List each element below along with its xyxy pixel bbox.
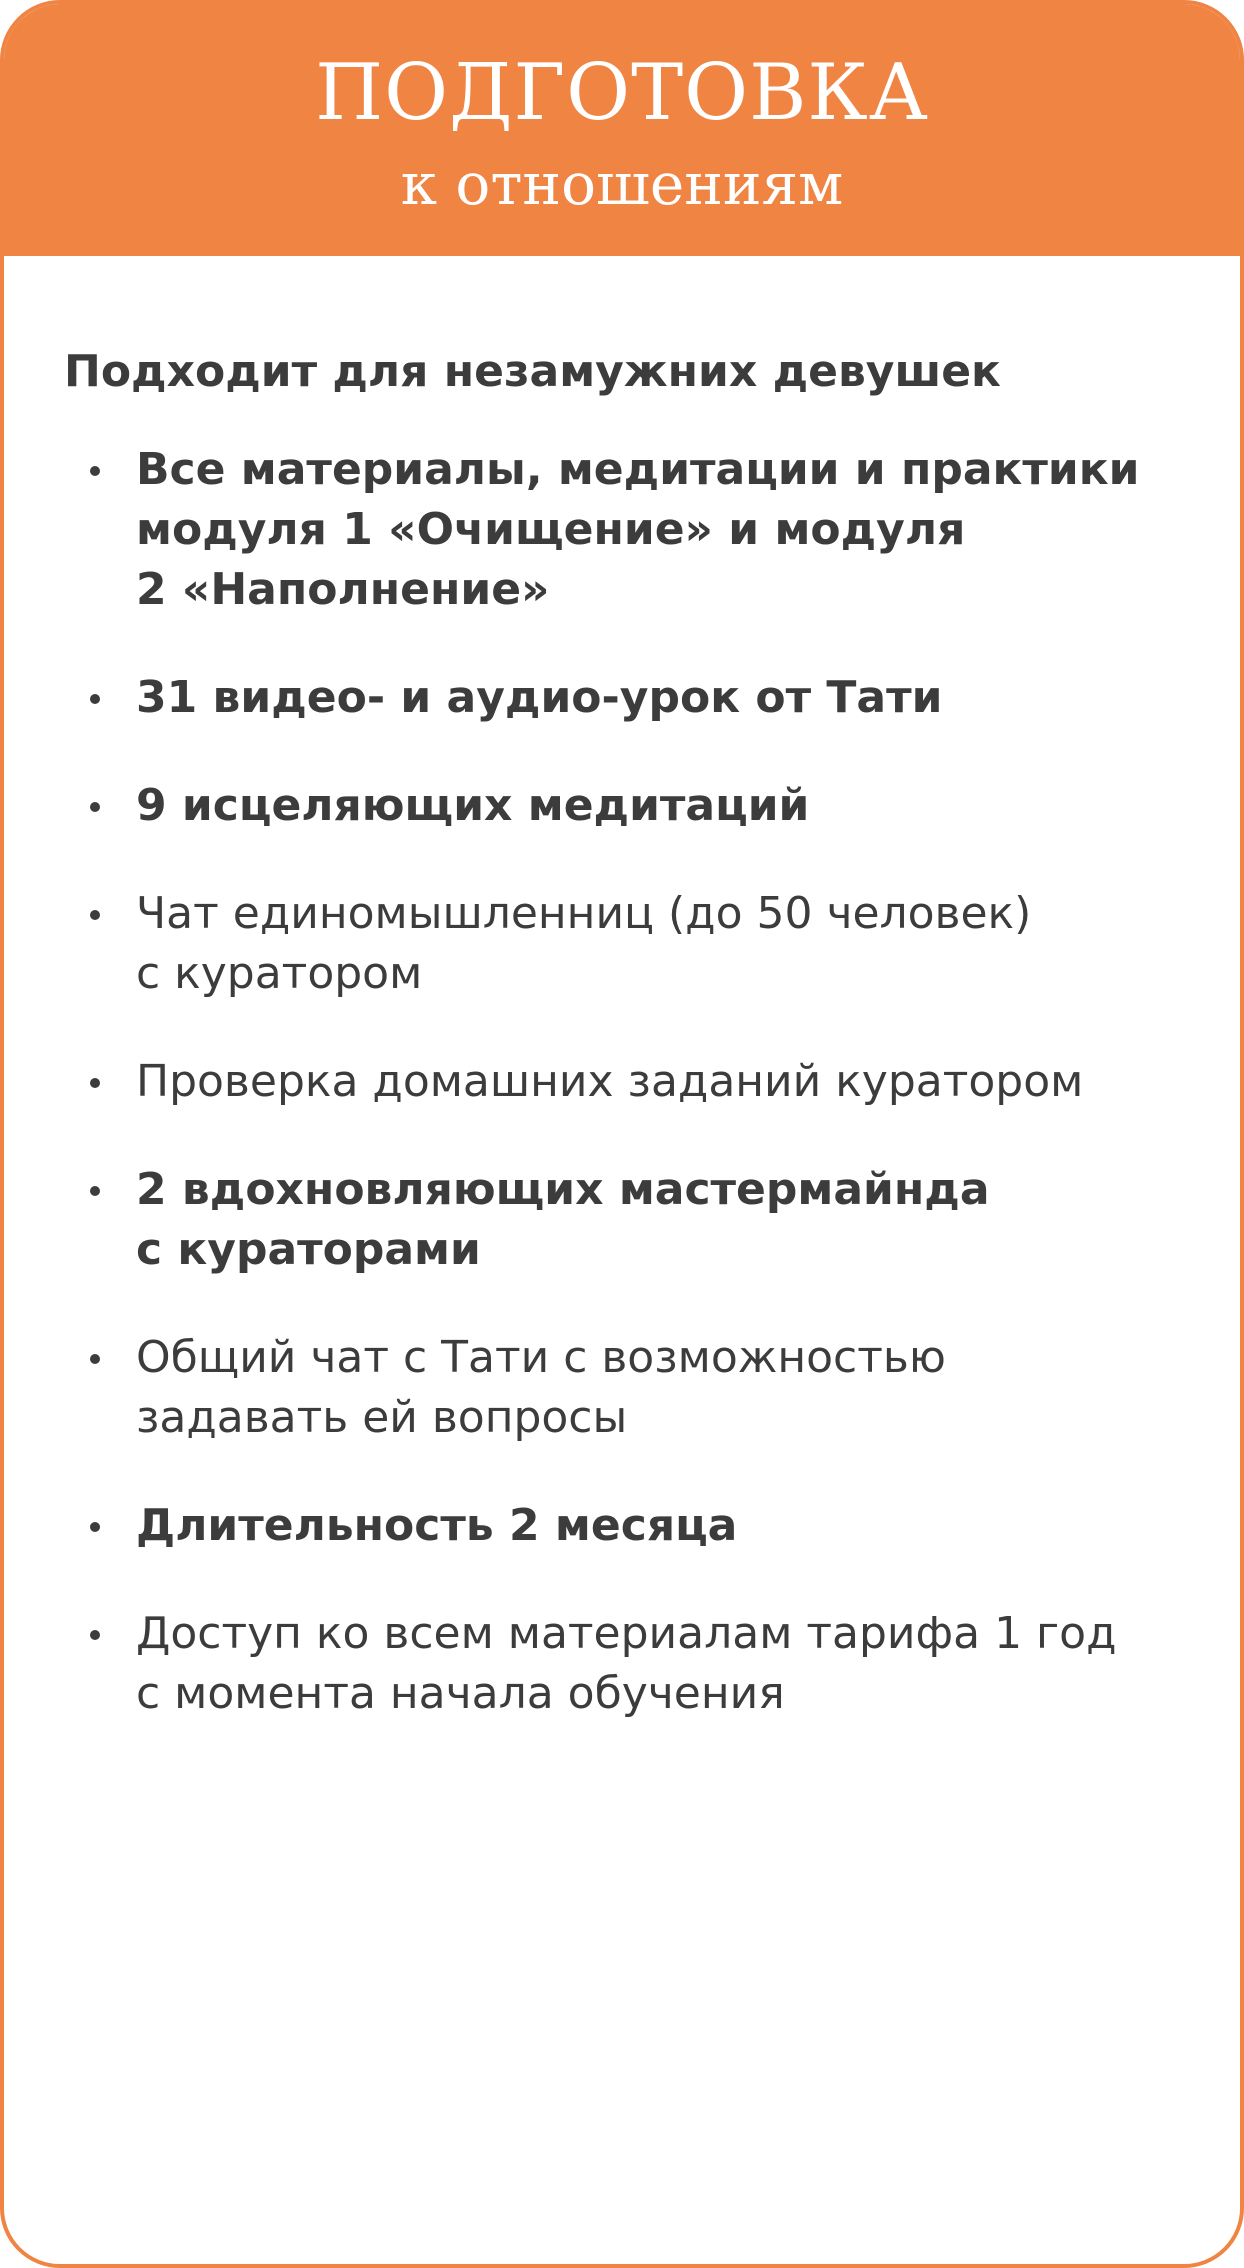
card-body: [64, 342, 1188, 1772]
feature-item: [64, 440, 1188, 620]
bullet-icon: [90, 694, 100, 704]
feature-item: [64, 1604, 1188, 1724]
card-subtitle: к отношениям: [400, 150, 844, 218]
feature-text: 9 исцеляющих медитаций: [136, 780, 810, 831]
feature-list: [64, 440, 1188, 1724]
feature-text: Длительность 2 месяца: [136, 1500, 738, 1551]
bullet-icon: [90, 1354, 100, 1364]
feature-item: [64, 776, 1188, 836]
feature-item: [64, 1328, 1188, 1448]
feature-text: 31 видео- и аудио-урок от Тати: [136, 672, 943, 723]
bullet-icon: [90, 910, 100, 920]
feature-item: [64, 1496, 1188, 1556]
audience-label: Подходит для незамужних девушек: [64, 346, 1001, 397]
feature-text: Все материалы, медитации и практики модуля 1 «Очищение» и модуля 2 «Наполнение»: [136, 444, 1140, 615]
feature-text: Чат единомышленниц (до 50 человек) с куратором: [136, 888, 1032, 999]
bullet-icon: [90, 1630, 100, 1640]
bullet-icon: [90, 802, 100, 812]
bullet-icon: [90, 1522, 100, 1532]
card-title: ПОДГОТОВКА: [315, 48, 929, 138]
bullet-icon: [90, 1186, 100, 1196]
feature-item: [64, 1160, 1188, 1280]
feature-text: 2 вдохновляющих мастермайнда с кураторами: [136, 1164, 990, 1275]
bullet-icon: [90, 1078, 100, 1088]
feature-item: [64, 884, 1188, 1004]
card-header: [4, 4, 1240, 256]
feature-item: [64, 668, 1188, 728]
feature-item: [64, 1052, 1188, 1112]
feature-text: Доступ ко всем материалам тарифа 1 год с момента начала обучения: [136, 1608, 1117, 1719]
feature-text: Проверка домашних заданий куратором: [136, 1056, 1084, 1107]
feature-text: Общий чат с Тати с возможностью задавать ей вопросы: [136, 1332, 946, 1443]
bullet-icon: [90, 466, 100, 476]
